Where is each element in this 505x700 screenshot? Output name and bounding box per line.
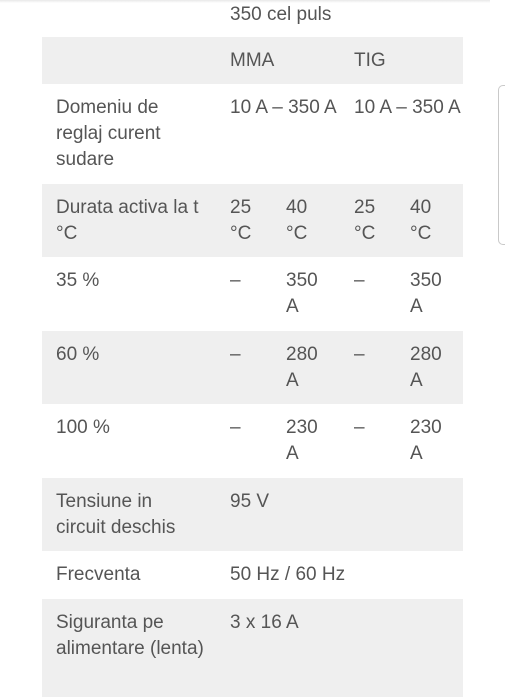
row-value: 50 Hz / 60 Hz — [230, 564, 346, 585]
value-mma-40: 280 A — [286, 344, 318, 391]
value-mma-25: – — [230, 270, 241, 291]
value-tig-40: 40 °C — [410, 197, 432, 244]
value-mma-40: 230 A — [286, 417, 318, 464]
row-label: Durata activa la t °C — [56, 197, 199, 244]
column-header-tig: TIG — [354, 50, 386, 71]
table-header-row — [42, 37, 463, 84]
row-value: 3 x 16 A — [230, 612, 299, 633]
value-mma-40: 40 °C — [286, 197, 308, 244]
row-label: Siguranta pe alimentare (lenta) — [56, 612, 204, 659]
row-label: 100 % — [56, 417, 110, 438]
row-value: 95 V — [230, 491, 270, 512]
value-mma: 10 A – 350 A — [230, 97, 337, 118]
row-label: 35 % — [56, 270, 100, 291]
value-tig-25: – — [354, 417, 365, 438]
value-tig-25: 25 °C — [354, 197, 376, 244]
value-tig-25: – — [354, 270, 365, 291]
table-row-100 — [42, 404, 463, 478]
value-mma-40: 350 A — [286, 270, 318, 317]
row-label: 60 % — [56, 344, 100, 365]
value-tig-40: 230 A — [410, 417, 442, 464]
value-tig-40: 350 A — [410, 270, 442, 317]
table-row-35 — [42, 257, 463, 331]
value-tig: 10 A – 350 A — [354, 97, 461, 118]
table-row-frecventa — [42, 551, 463, 599]
value-mma-25: – — [230, 417, 241, 438]
header-fragment: 350 cel puls — [230, 4, 332, 25]
side-scroll-handle[interactable] — [498, 85, 505, 245]
table-row-tensiune — [42, 478, 463, 551]
value-mma-25: – — [230, 344, 241, 365]
table-row-durata — [42, 184, 463, 257]
row-label: Domeniu de reglaj curent sudare — [56, 97, 161, 170]
column-header-mma: MMA — [230, 50, 275, 71]
table-row-domeniu — [42, 84, 463, 184]
value-tig-40: 280 A — [410, 344, 442, 391]
table-row-siguranta — [42, 599, 463, 697]
table-row-60 — [42, 331, 463, 404]
value-mma-25: 25 °C — [230, 197, 252, 244]
value-tig-25: – — [354, 344, 365, 365]
row-label: Frecventa — [56, 564, 141, 585]
row-label: Tensiune in circuit deschis — [56, 491, 176, 538]
